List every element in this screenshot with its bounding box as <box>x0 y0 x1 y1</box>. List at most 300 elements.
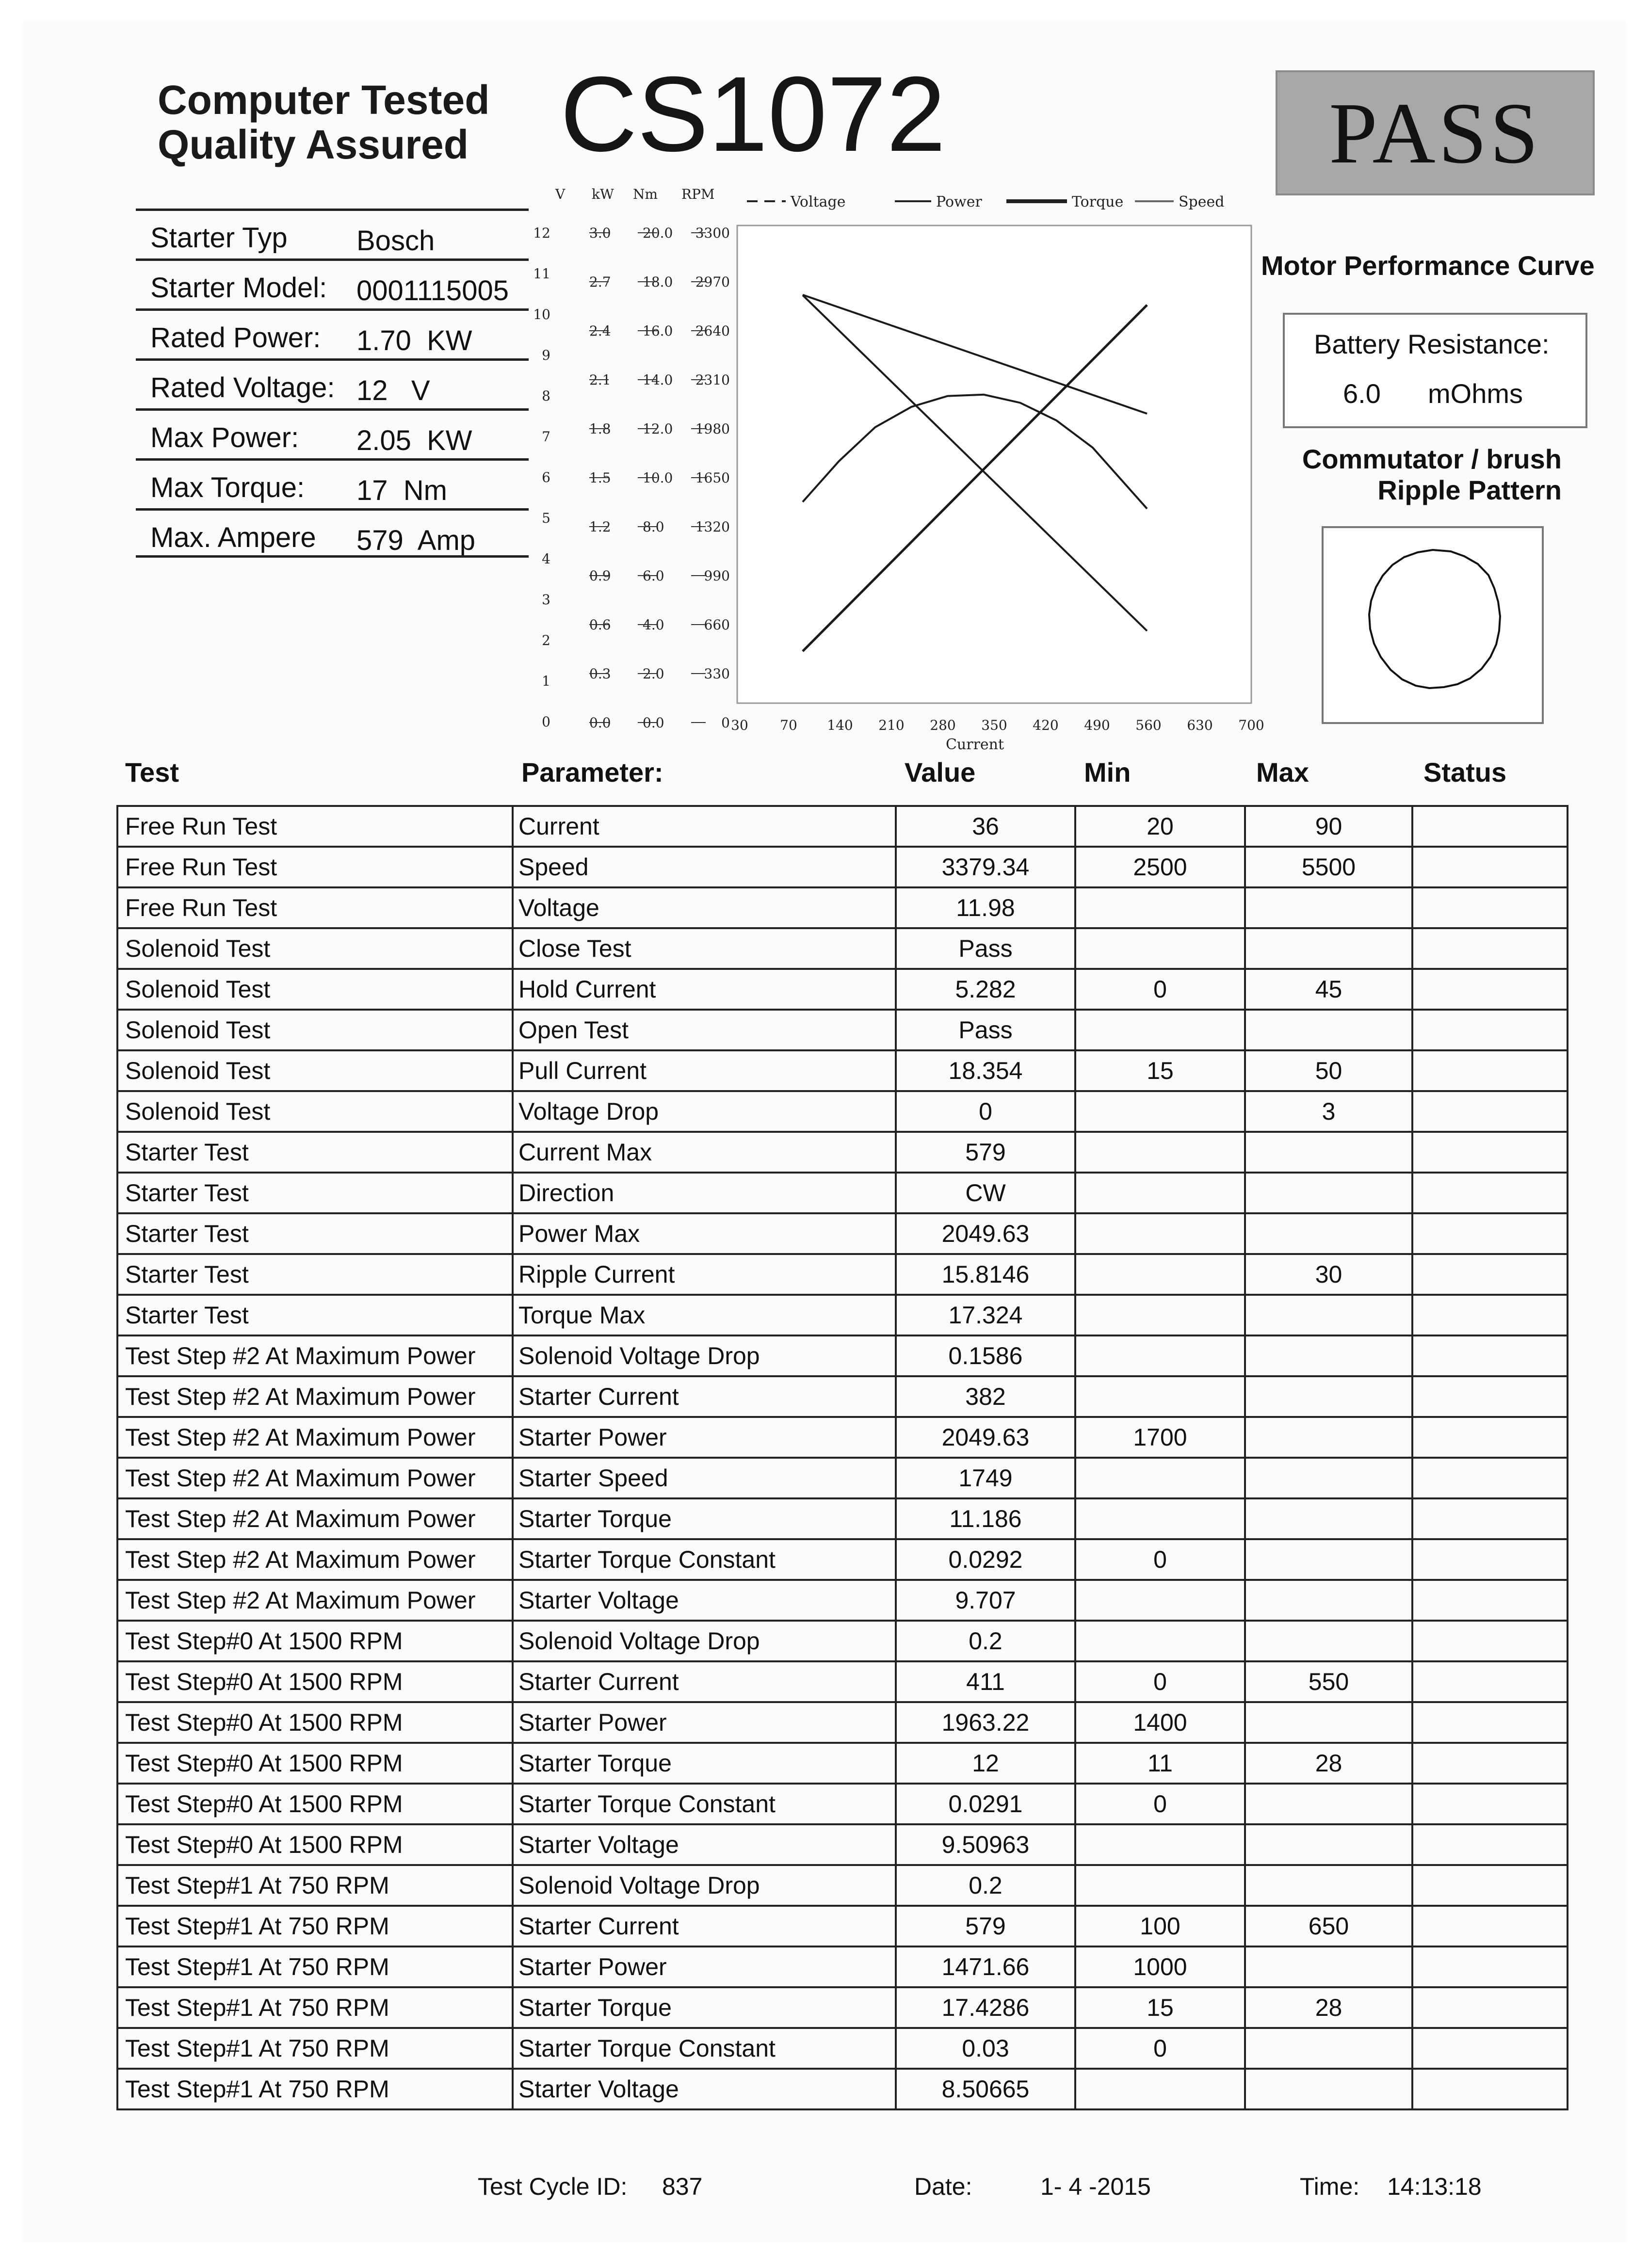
row-status <box>1412 1580 1568 1621</box>
table-row <box>117 1498 1568 1539</box>
row-status <box>1412 2028 1568 2069</box>
row-min: 0 <box>1075 969 1245 1010</box>
x-tick-label: 490 <box>1084 717 1110 733</box>
row-status <box>1412 1621 1568 1661</box>
y-tick-rpm: 990 <box>704 568 730 584</box>
x-tick-label: 560 <box>1135 717 1162 733</box>
row-test: Test Step #2 At Maximum Power <box>117 1417 513 1458</box>
row-min <box>1075 1580 1245 1621</box>
table-row <box>117 1132 1568 1173</box>
spec-value: 1.70 KW <box>356 325 472 356</box>
ripple-title-line-1: Commutator / brush <box>1302 444 1562 474</box>
row-parameter: Pull Current <box>513 1050 896 1091</box>
spec-row <box>136 308 529 359</box>
row-parameter: Hold Current <box>513 969 896 1010</box>
row-max: 28 <box>1245 1987 1412 2028</box>
test-results-table <box>116 805 1567 2110</box>
row-max <box>1245 1335 1412 1376</box>
y-tick-rpm: 2640 <box>695 323 730 339</box>
y-tick-volt: 8 <box>542 388 550 404</box>
row-max <box>1245 1417 1412 1458</box>
spec-label: Rated Voltage: <box>150 372 335 403</box>
row-parameter: Starter Power <box>513 1946 896 1987</box>
row-max <box>1245 1010 1412 1050</box>
row-test: Solenoid Test <box>117 969 513 1010</box>
x-tick-label: 70 <box>780 717 797 733</box>
cycle-id-value: 837 <box>662 2173 703 2200</box>
row-status <box>1412 1824 1568 1865</box>
row-max <box>1245 887 1412 928</box>
row-value: 0.1586 <box>896 1335 1075 1376</box>
row-max <box>1245 1173 1412 1213</box>
row-parameter: Starter Torque Constant <box>513 1539 896 1580</box>
row-status <box>1412 1987 1568 2028</box>
row-parameter: Speed <box>513 847 896 887</box>
row-value: 411 <box>896 1661 1075 1702</box>
y-tick-kw: 0.0 <box>589 715 611 731</box>
y-tick-kw: 3.0 <box>589 225 611 241</box>
y-tick-rpm: 2970 <box>695 274 730 290</box>
spec-row <box>136 458 529 509</box>
y-tick-kw: 0.3 <box>589 666 611 682</box>
row-min <box>1075 1173 1245 1213</box>
y-tick-kw: 1.2 <box>589 519 611 535</box>
row-max <box>1245 1539 1412 1580</box>
y-tick-kw: 2.7 <box>589 274 611 290</box>
time-label: Time: <box>1300 2173 1360 2200</box>
y-tick-nm: 2.0 <box>643 666 664 682</box>
row-status <box>1412 1173 1568 1213</box>
row-min: 1400 <box>1075 1702 1245 1743</box>
result-badge <box>1276 70 1595 195</box>
spec-bottom-rule <box>136 555 529 558</box>
table-row <box>117 1295 1568 1335</box>
row-min: 1000 <box>1075 1946 1245 1987</box>
y-tick-nm: 6.0 <box>643 568 664 584</box>
y-tick-volt: 5 <box>542 510 550 526</box>
row-max <box>1245 2028 1412 2069</box>
row-parameter: Direction <box>513 1173 896 1213</box>
row-test: Solenoid Test <box>117 1091 513 1132</box>
y-tick-nm: 18.0 <box>643 274 673 290</box>
y-tick-volt: 6 <box>542 469 550 485</box>
y-tick-kw: 1.5 <box>589 470 611 486</box>
row-parameter: Current <box>513 806 896 847</box>
table-row <box>117 1213 1568 1254</box>
y-tick-nm: 16.0 <box>643 323 673 339</box>
row-parameter: Starter Torque <box>513 1498 896 1539</box>
row-parameter: Starter Torque Constant <box>513 1784 896 1824</box>
row-test: Test Step #2 At Maximum Power <box>117 1580 513 1621</box>
row-min <box>1075 1295 1245 1335</box>
y-tick-volt: 3 <box>542 592 550 608</box>
battery-resistance-value: 6.0 <box>1343 378 1381 409</box>
table-row <box>117 1906 1568 1946</box>
col-header-value: Value <box>905 757 976 788</box>
table-row <box>117 1539 1568 1580</box>
spec-row <box>136 408 529 459</box>
col-header-test: Test <box>125 757 179 788</box>
table-row <box>117 1987 1568 2028</box>
row-value: 12 <box>896 1743 1075 1784</box>
legend-label: Torque <box>1072 193 1124 210</box>
row-status <box>1412 928 1568 969</box>
row-test: Starter Test <box>117 1132 513 1173</box>
battery-resistance-box <box>1283 313 1587 428</box>
table-row <box>117 2028 1568 2069</box>
row-parameter: Starter Current <box>513 1376 896 1417</box>
row-max: 30 <box>1245 1254 1412 1295</box>
x-tick-label: 140 <box>827 717 853 733</box>
row-min: 15 <box>1075 1987 1245 2028</box>
row-status <box>1412 1906 1568 1946</box>
row-value: 18.354 <box>896 1050 1075 1091</box>
performance-curve-title: Motor Performance Curve <box>1261 250 1595 281</box>
row-min: 11 <box>1075 1743 1245 1784</box>
row-value: 0.0292 <box>896 1539 1075 1580</box>
row-max: 90 <box>1245 806 1412 847</box>
table-row <box>117 1621 1568 1661</box>
table-row <box>117 1376 1568 1417</box>
row-status <box>1412 1539 1568 1580</box>
row-parameter: Starter Voltage <box>513 1824 896 1865</box>
row-max <box>1245 1376 1412 1417</box>
row-parameter: Starter Torque Constant <box>513 2028 896 2069</box>
row-status <box>1412 1458 1568 1498</box>
row-min <box>1075 1335 1245 1376</box>
row-test: Solenoid Test <box>117 1050 513 1091</box>
y-tick-kw: 0.9 <box>589 568 611 584</box>
row-max <box>1245 1295 1412 1335</box>
row-parameter: Starter Torque <box>513 1743 896 1784</box>
x-tick-label: 420 <box>1033 717 1059 733</box>
axis-header: Nm <box>633 186 658 202</box>
y-tick-volt: 12 <box>533 225 550 241</box>
y-tick-nm: 20.0 <box>643 225 673 241</box>
table-row <box>117 1743 1568 1784</box>
table-row <box>117 1091 1568 1132</box>
motor-performance-chart <box>533 179 1264 761</box>
table-row <box>117 1702 1568 1743</box>
spec-value: 2.05 KW <box>356 425 472 456</box>
row-value: 579 <box>896 1132 1075 1173</box>
table-row <box>117 887 1568 928</box>
date-label: Date: <box>914 2173 972 2200</box>
x-tick-label: 700 <box>1238 717 1264 733</box>
spec-value: Bosch <box>356 225 435 257</box>
cycle-id-label: Test Cycle ID: <box>478 2173 628 2200</box>
spec-label: Rated Power: <box>150 322 321 354</box>
row-value: 8.50665 <box>896 2069 1075 2109</box>
row-test: Test Step#0 At 1500 RPM <box>117 1702 513 1743</box>
row-max <box>1245 2069 1412 2109</box>
row-status <box>1412 1417 1568 1458</box>
y-tick-rpm: 1650 <box>695 470 730 486</box>
y-tick-nm: 14.0 <box>643 372 673 388</box>
row-max <box>1245 1784 1412 1824</box>
row-min <box>1075 1865 1245 1906</box>
y-tick-nm: 10.0 <box>643 470 673 486</box>
row-min <box>1075 1376 1245 1417</box>
row-parameter: Solenoid Voltage Drop <box>513 1865 896 1906</box>
row-value: 17.324 <box>896 1295 1075 1335</box>
row-status <box>1412 1743 1568 1784</box>
row-test: Solenoid Test <box>117 928 513 969</box>
y-tick-kw: 0.6 <box>589 617 611 633</box>
row-min: 1700 <box>1075 1417 1245 1458</box>
row-parameter: Starter Voltage <box>513 1580 896 1621</box>
row-max: 28 <box>1245 1743 1412 1784</box>
spec-value: 579 Amp <box>356 525 476 556</box>
y-tick-nm: 0.0 <box>643 715 664 731</box>
row-min <box>1075 1824 1245 1865</box>
row-value: 0 <box>896 1091 1075 1132</box>
spec-value: 17 Nm <box>356 475 447 506</box>
date-value: 1- 4 -2015 <box>1040 2173 1151 2200</box>
spec-value: 0001115005 <box>356 275 509 306</box>
row-max <box>1245 1213 1412 1254</box>
row-max: 45 <box>1245 969 1412 1010</box>
row-test: Test Step#1 At 750 RPM <box>117 2069 513 2109</box>
row-test: Test Step#1 At 750 RPM <box>117 1946 513 1987</box>
row-value: 1471.66 <box>896 1946 1075 1987</box>
y-tick-rpm: 0 <box>721 715 730 731</box>
row-status <box>1412 806 1568 847</box>
report-heading <box>158 78 490 167</box>
y-tick-rpm: 1320 <box>695 519 730 535</box>
row-test: Free Run Test <box>117 806 513 847</box>
x-tick-label: 630 <box>1187 717 1213 733</box>
y-tick-kw: 1.8 <box>589 421 611 437</box>
y-tick-rpm: 330 <box>704 666 730 682</box>
table-row <box>117 1784 1568 1824</box>
row-test: Test Step#1 At 750 RPM <box>117 1987 513 2028</box>
row-value: 1963.22 <box>896 1702 1075 1743</box>
y-tick-kw: 2.1 <box>589 372 611 388</box>
x-tick-label: 350 <box>981 717 1007 733</box>
row-parameter: Voltage <box>513 887 896 928</box>
row-max <box>1245 1824 1412 1865</box>
row-value: Pass <box>896 928 1075 969</box>
row-max <box>1245 1458 1412 1498</box>
spec-row <box>136 209 529 259</box>
row-parameter: Starter Power <box>513 1417 896 1458</box>
col-header-max: Max <box>1256 757 1309 788</box>
row-value: 36 <box>896 806 1075 847</box>
row-max <box>1245 1132 1412 1173</box>
model-number: CS1072 <box>560 54 946 174</box>
row-status <box>1412 1865 1568 1906</box>
col-header-status: Status <box>1423 757 1507 788</box>
spec-label: Max Torque: <box>150 472 305 503</box>
spec-label: Max Power: <box>150 422 299 453</box>
row-status <box>1412 1784 1568 1824</box>
ripple-trace <box>1369 550 1500 688</box>
time-value: 14:13:18 <box>1387 2173 1482 2200</box>
row-value: 0.2 <box>896 1865 1075 1906</box>
row-test: Test Step#1 At 750 RPM <box>117 1906 513 1946</box>
axis-header: kW <box>592 186 614 202</box>
table-row <box>117 1946 1568 1987</box>
table-row <box>117 1824 1568 1865</box>
table-row <box>117 1010 1568 1050</box>
row-test: Test Step #2 At Maximum Power <box>117 1539 513 1580</box>
table-row <box>117 928 1568 969</box>
row-test: Test Step#0 At 1500 RPM <box>117 1621 513 1661</box>
row-max <box>1245 1702 1412 1743</box>
table-row <box>117 1173 1568 1213</box>
row-max <box>1245 1865 1412 1906</box>
row-test: Test Step#1 At 750 RPM <box>117 2028 513 2069</box>
row-parameter: Close Test <box>513 928 896 969</box>
row-status <box>1412 1946 1568 1987</box>
row-min <box>1075 1498 1245 1539</box>
y-tick-volt: 0 <box>542 714 550 730</box>
row-value: 382 <box>896 1376 1075 1417</box>
table-row <box>117 1661 1568 1702</box>
row-test: Starter Test <box>117 1295 513 1335</box>
result-text: PASS <box>1329 84 1541 181</box>
row-parameter: Starter Voltage <box>513 2069 896 2109</box>
y-tick-nm: 4.0 <box>643 617 664 633</box>
spec-label: Starter Typ <box>150 222 288 254</box>
row-min: 100 <box>1075 1906 1245 1946</box>
table-row <box>117 1417 1568 1458</box>
row-parameter: Starter Current <box>513 1906 896 1946</box>
y-tick-kw: 2.4 <box>589 323 611 339</box>
x-axis-label: Current <box>945 736 1004 753</box>
row-value: 0.0291 <box>896 1784 1075 1824</box>
y-tick-volt: 7 <box>542 429 550 445</box>
row-min: 20 <box>1075 806 1245 847</box>
row-test: Test Step #2 At Maximum Power <box>117 1498 513 1539</box>
row-min <box>1075 2069 1245 2109</box>
row-status <box>1412 1091 1568 1132</box>
row-status <box>1412 1132 1568 1173</box>
table-row <box>117 1335 1568 1376</box>
table-row <box>117 969 1568 1010</box>
spec-row <box>136 508 529 559</box>
y-tick-nm: 8.0 <box>643 519 664 535</box>
row-value: 9.707 <box>896 1580 1075 1621</box>
spec-row <box>136 258 529 309</box>
row-parameter: Starter Power <box>513 1702 896 1743</box>
row-min <box>1075 1254 1245 1295</box>
y-tick-volt: 1 <box>542 673 550 689</box>
ripple-title-line-2: Ripple Pattern <box>1377 475 1562 505</box>
legend-label: Speed <box>1179 193 1225 210</box>
legend-label: Power <box>936 193 982 210</box>
y-tick-rpm: 3300 <box>695 225 730 241</box>
row-test: Test Step #2 At Maximum Power <box>117 1458 513 1498</box>
y-tick-rpm: 660 <box>704 617 730 633</box>
row-min <box>1075 1621 1245 1661</box>
row-test: Starter Test <box>117 1254 513 1295</box>
y-tick-volt: 10 <box>533 306 550 322</box>
row-min <box>1075 887 1245 928</box>
row-value: Pass <box>896 1010 1075 1050</box>
table-row <box>117 2069 1568 2109</box>
x-tick-label: 280 <box>930 717 956 733</box>
y-tick-volt: 9 <box>542 347 550 363</box>
row-status <box>1412 1010 1568 1050</box>
row-status <box>1412 1050 1568 1091</box>
ripple-pattern-title <box>1271 444 1562 506</box>
y-tick-nm: 12.0 <box>643 421 673 437</box>
row-min <box>1075 1132 1245 1173</box>
row-min: 0 <box>1075 1661 1245 1702</box>
row-min <box>1075 1213 1245 1254</box>
row-status <box>1412 1702 1568 1743</box>
row-max: 50 <box>1245 1050 1412 1091</box>
axis-header: V <box>555 186 566 202</box>
spec-label: Max. Ampere <box>150 522 316 553</box>
row-status <box>1412 1661 1568 1702</box>
row-test: Test Step#1 At 750 RPM <box>117 1865 513 1906</box>
row-parameter: Starter Speed <box>513 1458 896 1498</box>
y-tick-volt: 2 <box>542 632 550 648</box>
row-value: 15.8146 <box>896 1254 1075 1295</box>
row-parameter: Ripple Current <box>513 1254 896 1295</box>
spec-label: Starter Model: <box>150 272 327 304</box>
col-header-parameter: Parameter: <box>521 757 663 788</box>
row-min: 0 <box>1075 1784 1245 1824</box>
row-max: 650 <box>1245 1906 1412 1946</box>
row-min <box>1075 1010 1245 1050</box>
row-status <box>1412 887 1568 928</box>
row-value: 2049.63 <box>896 1417 1075 1458</box>
row-max: 5500 <box>1245 847 1412 887</box>
row-test: Test Step#0 At 1500 RPM <box>117 1824 513 1865</box>
row-status <box>1412 847 1568 887</box>
row-test: Starter Test <box>117 1173 513 1213</box>
row-min: 2500 <box>1075 847 1245 887</box>
x-tick-label: 30 <box>731 717 748 733</box>
row-status <box>1412 1335 1568 1376</box>
row-status <box>1412 1498 1568 1539</box>
row-min: 15 <box>1075 1050 1245 1091</box>
row-status <box>1412 1213 1568 1254</box>
row-status <box>1412 2069 1568 2109</box>
row-max: 3 <box>1245 1091 1412 1132</box>
row-value: 3379.34 <box>896 847 1075 887</box>
row-status <box>1412 1295 1568 1335</box>
row-test: Free Run Test <box>117 887 513 928</box>
row-test: Test Step#0 At 1500 RPM <box>117 1784 513 1824</box>
table-row <box>117 1050 1568 1091</box>
test-results-body <box>117 806 1568 2109</box>
heading-line-2: Quality Assured <box>158 122 469 167</box>
row-min: 0 <box>1075 1539 1245 1580</box>
y-tick-rpm: 2310 <box>695 372 730 388</box>
plot-area <box>737 225 1251 703</box>
row-min: 0 <box>1075 2028 1245 2069</box>
row-min <box>1075 1091 1245 1132</box>
row-status <box>1412 969 1568 1010</box>
table-row <box>117 806 1568 847</box>
row-status <box>1412 1376 1568 1417</box>
row-value: 5.282 <box>896 969 1075 1010</box>
row-parameter: Current Max <box>513 1132 896 1173</box>
table-row <box>117 1580 1568 1621</box>
row-value: 11.186 <box>896 1498 1075 1539</box>
row-max <box>1245 1580 1412 1621</box>
row-test: Test Step#0 At 1500 RPM <box>117 1661 513 1702</box>
battery-resistance-label: Battery Resistance: <box>1314 329 1550 359</box>
row-parameter: Starter Current <box>513 1661 896 1702</box>
row-test: Free Run Test <box>117 847 513 887</box>
row-value: 2049.63 <box>896 1213 1075 1254</box>
